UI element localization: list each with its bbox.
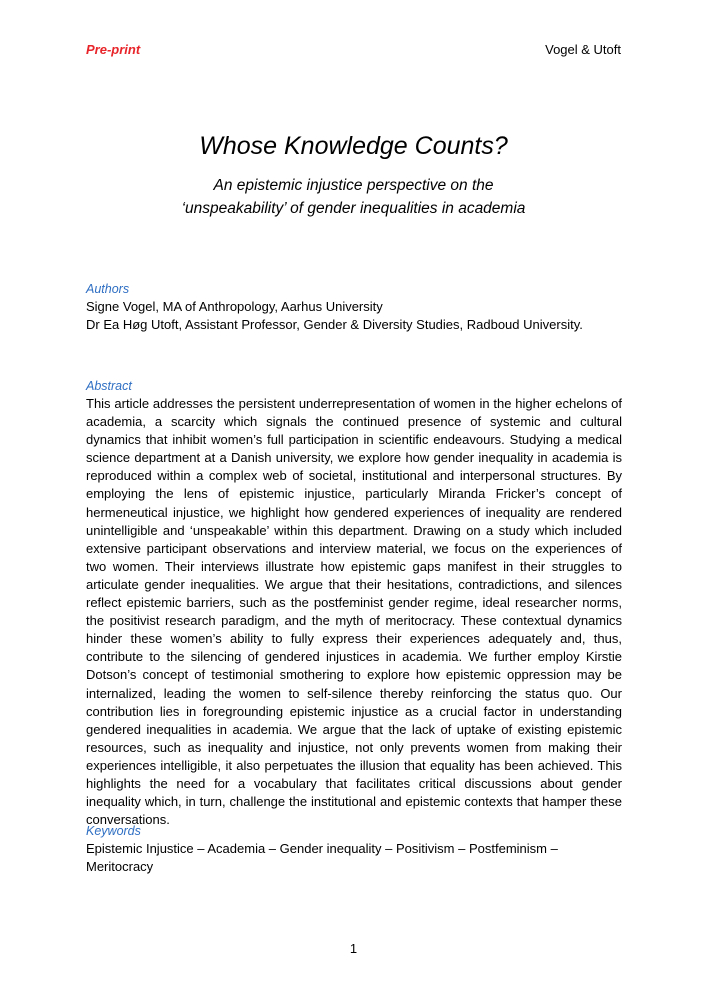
abstract-text: This article addresses the persistent underrepresentation of women in the higher echelons of academia, a scarcity which signals the continued presence of systemic and cultural dynamics that inhibit women’s full participation in scientific endeavours. Studying a medical science department at a Danish university, we explore how gender inequality in academia is reproduced within a complex web of societal, institutional and interpersonal structures. By employing the lens of epistemic injustice, particularly Miranda Fricker’s concept of hermeneutical injustice, we highlight how gendered experiences of inequality are rendered unintelligible and ‘unspeakable’ within this department. Drawing on a study which included extensive participant observations and interview material, we focus on the experiences of two women. Their interviews illustrate how epistemic gaps manifest in their struggles to articulate gender inequalities. We argue that their hesitations, contradictions, and silences reflect epistemic barriers, such as the postfeminist gender regime, ideal researcher norms, the positivist research paradigm, and the myth of meritocracy. These contextual dynamics hinder these women’s ability to fully express their experiences adequately and, thus, contribute to the silencing of gendered injustices in academia. We further employ Kirstie Dotson’s concept of testimonial smothering to explore how epistemic oppression may be internalized, leading the women to self-silence thereby reinforcing the status quo. Our contribution lies in foregrounding epistemic injustice as a crucial factor in understanding gendered inequalities in academia. We argue that the lack of uptake of existing epistemic resources, such as inequality and injustice, not only prevents women from making their experiences intelligible, it also perpetuates the illusion that equality has been achieved. This highlights the need for a vocabulary that facilitates critical discussions about gender inequality which, in turn, challenge the institutional and epistemic contexts that hamper these conversations.: [86, 396, 622, 828]
authors-label: Authors: [86, 282, 130, 296]
paper-subtitle: [0, 174, 707, 220]
keywords-text: Epistemic Injustice – Academia – Gender inequality – Positivism – Postfeminism – Meritocracy: [86, 841, 558, 875]
keywords-label: Keywords: [86, 824, 141, 838]
author-line: Dr Ea Høg Utoft, Assistant Professor, Gender & Diversity Studies, Radboud University.: [86, 317, 583, 333]
running-header-authors: Vogel & Utoft: [545, 42, 621, 57]
subtitle-line-2: ‘unspeakability’ of gender inequalities in academia: [181, 200, 526, 217]
paper-title: Whose Knowledge Counts?: [199, 132, 508, 160]
abstract-label: Abstract: [86, 379, 132, 393]
authors-section: [86, 280, 626, 334]
author-line: Signe Vogel, MA of Anthropology, Aarhus University: [86, 299, 383, 314]
page-number: 1: [349, 941, 358, 956]
subtitle-line-1: An epistemic injustice perspective on the: [213, 177, 494, 194]
preprint-label: Pre-print: [86, 42, 141, 57]
keywords-section: [86, 822, 586, 876]
abstract-section: [86, 377, 622, 829]
